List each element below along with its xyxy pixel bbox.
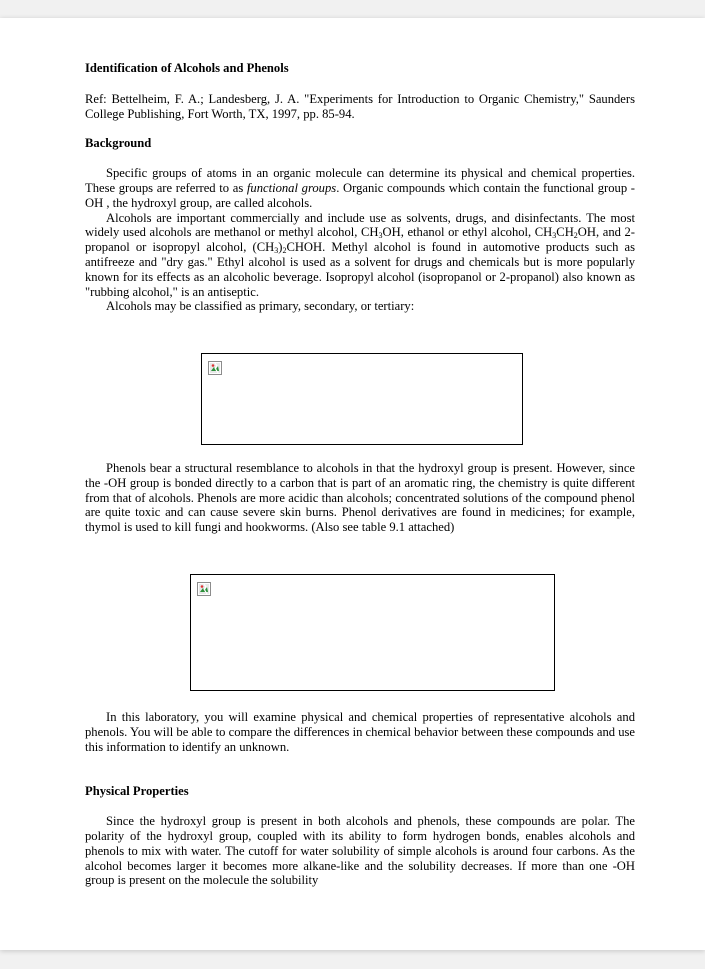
reference: Ref: Bettelheim, F. A.; Landesberg, J. A. "Experiments for Introduction to Organic Chemistry," Saunders College Publishing, Fort Worth, TX, 1997, pp. 85-94. xyxy=(85,91,635,121)
paragraph-lab-intro: In this laboratory, you will examine physical and chemical properties of representative alcohols and phenols. You will be able to compare the differences in chemical behavior between these compounds and use this information to identify an unknown. xyxy=(85,710,635,754)
figure-alcohol-classes xyxy=(201,353,523,445)
figure-phenol-structures xyxy=(190,574,555,691)
content-lab-intro xyxy=(85,710,635,888)
document-page xyxy=(0,18,705,950)
broken-image-icon xyxy=(208,361,222,375)
physical-properties-heading: Physical Properties xyxy=(85,784,189,799)
document-title: Identification of Alcohols and Phenols xyxy=(85,61,289,75)
content-phenols xyxy=(85,461,635,535)
functional-groups-term: functional groups xyxy=(246,180,337,195)
paragraph-classification: Alcohols may be classified as primary, secondary, or tertiary: xyxy=(106,299,415,314)
paragraph-phenols: Phenols bear a structural resemblance to alcohols in that the hydroxyl group is present. However, since the -OH group is bonded directly to a carbon that is part of an aromatic ring, the chemistry is quite different from that of alcohols. Phenols are more acidic than alcohols; concentrated solutions of the compound phenol are quite toxic and can cause severe skin burns. Phenol derivatives are found in medicines; for example, thymol is used to kill fungi and hookworms. (Also see table 9.1 attached) xyxy=(85,461,635,535)
paragraph-alcohol-uses: Alcohols are important commercially and include use as solvents, drugs, and disinfectants. The most widely used alcohols are methanol or methyl alcohol, $CH_3OH$, ethanol or ethyl alcohol, $CH_3CH_2OH$, and 2-propanol or isopropyl alcohol, $(CH_3)_2CHOH$. Methyl alcohol is found in automotive products such as antifreeze and "dry gas." Ethyl alcohol is used as a solvent for drugs and chemicals but is more popularly known for its effects as an alcoholic beverage. Isopropyl alcohol (isopropanol or 2-propanol) also known as "rubbing alcohol," is an antiseptic. xyxy=(85,210,635,299)
paragraph-functional-groups: Specific groups of atoms in an organic molecule can determine its physical and chemical properties. These groups are referred to as functional groups. Organic compounds which contain the functional group -OH , the hydroxyl group, are called alcohols. xyxy=(85,166,635,210)
paragraph-physical-properties: Since the hydroxyl group is present in both alcohols and phenols, these compounds are polar. The polarity of the hydroxyl group, coupled with its ability to form hydrogen bonds, enables alcohols and phenols to mix with water. The cutoff for water solubility of simple alcohols is around four carbons. As the alcohol becomes larger it becomes more alkane-like and the solubility decreases. If more than one -OH group is present on the molecule the solubility xyxy=(85,814,635,888)
background-heading: Background xyxy=(85,136,152,151)
broken-image-icon xyxy=(197,582,211,596)
content-top xyxy=(85,61,635,314)
